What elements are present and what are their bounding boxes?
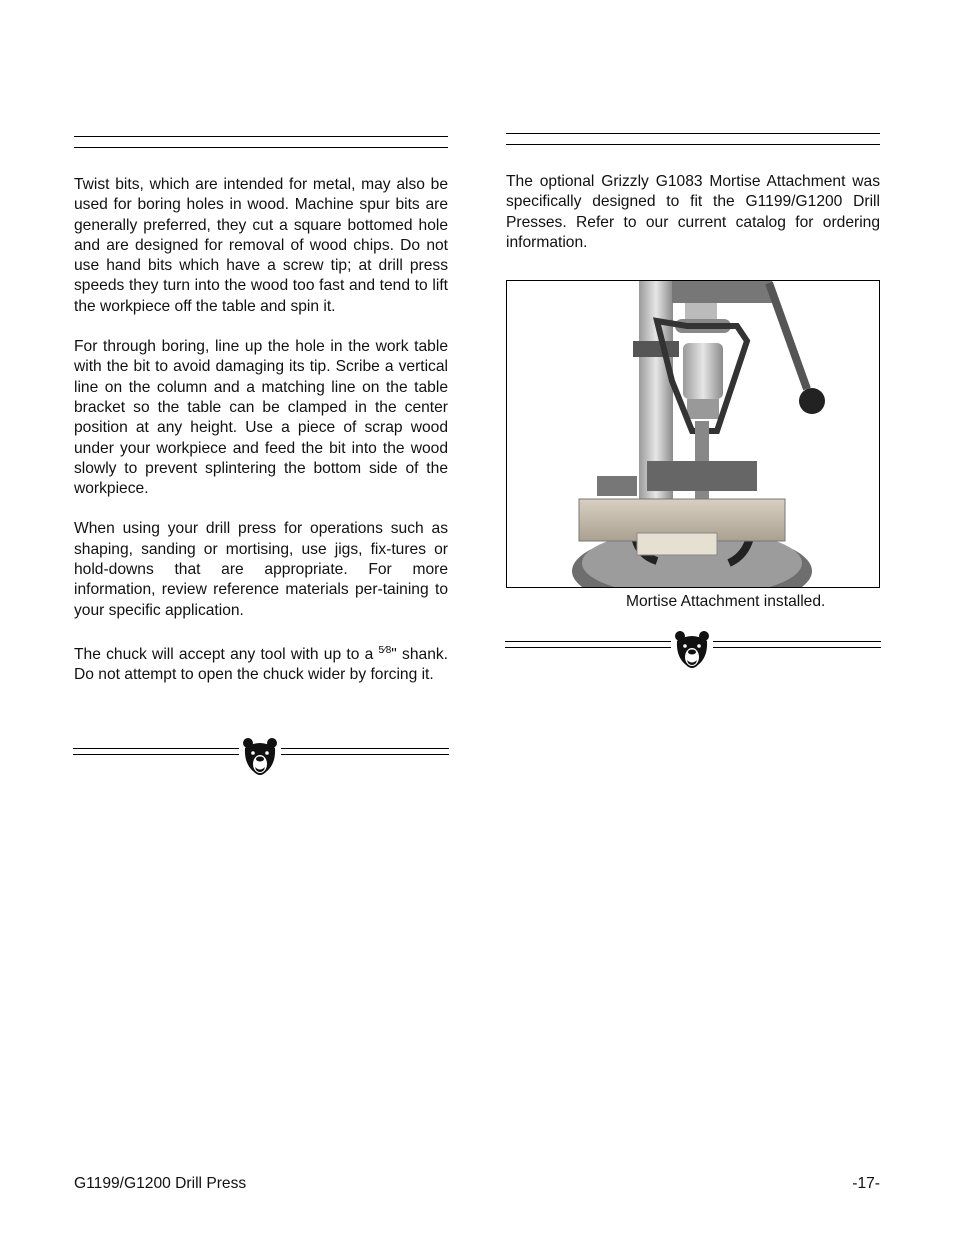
chuck-text-end: " shank. Do not attempt to open the chuck wider by forcing it. [74,646,449,684]
paragraph-mortise-attachment: The optional Grizzly G1083 Mortise Attachment was specifically designed to fit the G1199/G1200 Drill Presses. Refer to our current catalog for ordering information. [506,173,880,251]
section-rule [74,136,448,148]
paragraph-twist-bits: Twist bits, which are intended for metal, may also be used for boring holes in wood. Machine spur bits are generally preferred, they cut a square bottomed hole and are designed for removal of wood chips. Do not use hand bits which have a screw tip; at drill press speeds they turn into the wood too fast and tend to lift the workpiece off the table and spin it. [74,176,448,315]
paragraph-through-boring: For through boring, line up the hole in the work table with the bit to avoid damaging its tip. Scribe a vertical line on the column and a matching line on the table bracket so the table can be clamped in the center position at any height. Use a piece of scrap wood under your workpiece and feed the bit into the wood slowly to prevent splintering the bottom side of the workpiece. [74,338,448,498]
separator-line-right [281,748,449,755]
footer-model: G1199/G1200 Drill Press [74,1175,247,1192]
left-column [74,136,448,706]
section-end-separator [505,635,881,675]
paragraph-chuck [74,641,448,686]
section-end-separator [73,742,449,782]
page-number: -17- [852,1175,880,1192]
chuck-text-start: The chuck will accept any tool with up to a [74,646,379,664]
section-rule [506,133,880,145]
chuck-fraction: 5⁄8 [378,644,392,656]
separator-line-right [713,641,881,648]
mortise-attachment-photo [506,280,880,588]
grizzly-bear-logo [672,627,712,671]
right-column [506,133,880,273]
separator-line-left [73,748,239,755]
grizzly-bear-logo [240,734,280,778]
separator-line-left [505,641,671,648]
paragraph-operations: When using your drill press for operations such as shaping, sanding or mortising, use jigs, fix-tures or hold-downs that are appropriate. For more information, review reference materials per-taining to your specific application. [74,520,448,619]
drill-press-illustration [507,281,879,587]
figure-caption: Mortise Attachment installed. [626,593,826,610]
